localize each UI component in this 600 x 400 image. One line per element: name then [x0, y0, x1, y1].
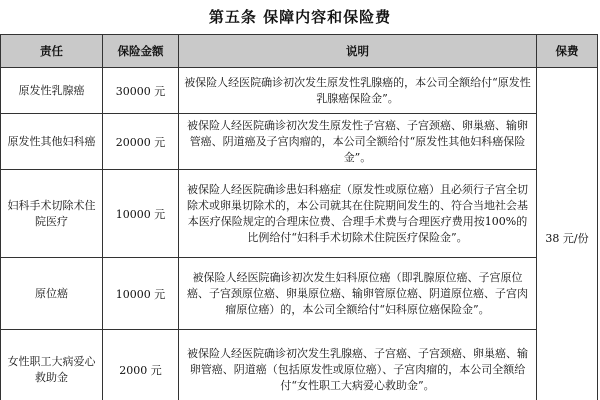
- coverage-description: 被保险人经医院确诊初次发生妇科原位癌（即乳腺原位癌、子宫原位癌、子宫颈原位癌、卵巢原位癌、输卵管原位癌、阴道原位癌、子宫肉瘤原位癌）的，本公司全额给付“妇科原位癌保险金”。: [179, 258, 537, 330]
- header-responsibility: 责任: [1, 35, 103, 68]
- coverage-item: 妇科手术切除术住院医疗: [1, 170, 103, 258]
- header-premium: 保费: [537, 35, 598, 68]
- coverage-item: 原发性乳腺癌: [1, 68, 103, 114]
- header-insured-amount: 保险金额: [103, 35, 179, 68]
- premium-cell: 38 元/份: [537, 68, 598, 400]
- table-row: [1, 258, 598, 330]
- coverage-amount: 20000 元: [103, 114, 179, 170]
- coverage-amount: 2000 元: [103, 330, 179, 400]
- coverage-amount: 10000 元: [103, 170, 179, 258]
- coverage-description: 被保险人经医院确诊初次发生原发性乳腺癌的，本公司全额给付“原发性乳腺癌保险金”。: [179, 68, 537, 114]
- coverage-description: 被保险人经医院确诊初次发生乳腺癌、子宫癌、子宫颈癌、卵巢癌、输卵管癌、阴道癌（包括原发性或原位癌）、子宫肉瘤的，本公司全额给付“女性职工大病爱心救助金”。: [179, 330, 537, 400]
- table-row: [1, 68, 598, 114]
- coverage-table: [0, 34, 598, 400]
- coverage-amount: 10000 元: [103, 258, 179, 330]
- header-description: 说明: [179, 35, 537, 68]
- coverage-description: 被保险人经医院确诊初次发生原发性子宫癌、子宫颈癌、卵巢癌、输卵管癌、阴道癌及子宫肉瘤的，本公司全额给付“原发性其他妇科癌保险金”。: [179, 114, 537, 170]
- coverage-item: 女性职工大病爱心救助金: [1, 330, 103, 400]
- coverage-item: 原位癌: [1, 258, 103, 330]
- table-header-row: [1, 35, 598, 68]
- coverage-description: 被保险人经医院确诊患妇科癌症（原发性或原位癌）且必须行子宫全切除术或卵巢切除术的，本公司就其在住院期间发生的、符合当地社会基本医疗保险规定的合理床位费、合理手术费与合理医疗费用按100%的比例给付“妇科手术切除术住院医疗保险金”。: [179, 170, 537, 258]
- coverage-item: 原发性其他妇科癌: [1, 114, 103, 170]
- coverage-amount: 30000 元: [103, 68, 179, 114]
- table-row: [1, 330, 598, 400]
- table-row: [1, 114, 598, 170]
- document-title: 第五条 保障内容和保险费: [208, 8, 392, 26]
- table-row: [1, 170, 598, 258]
